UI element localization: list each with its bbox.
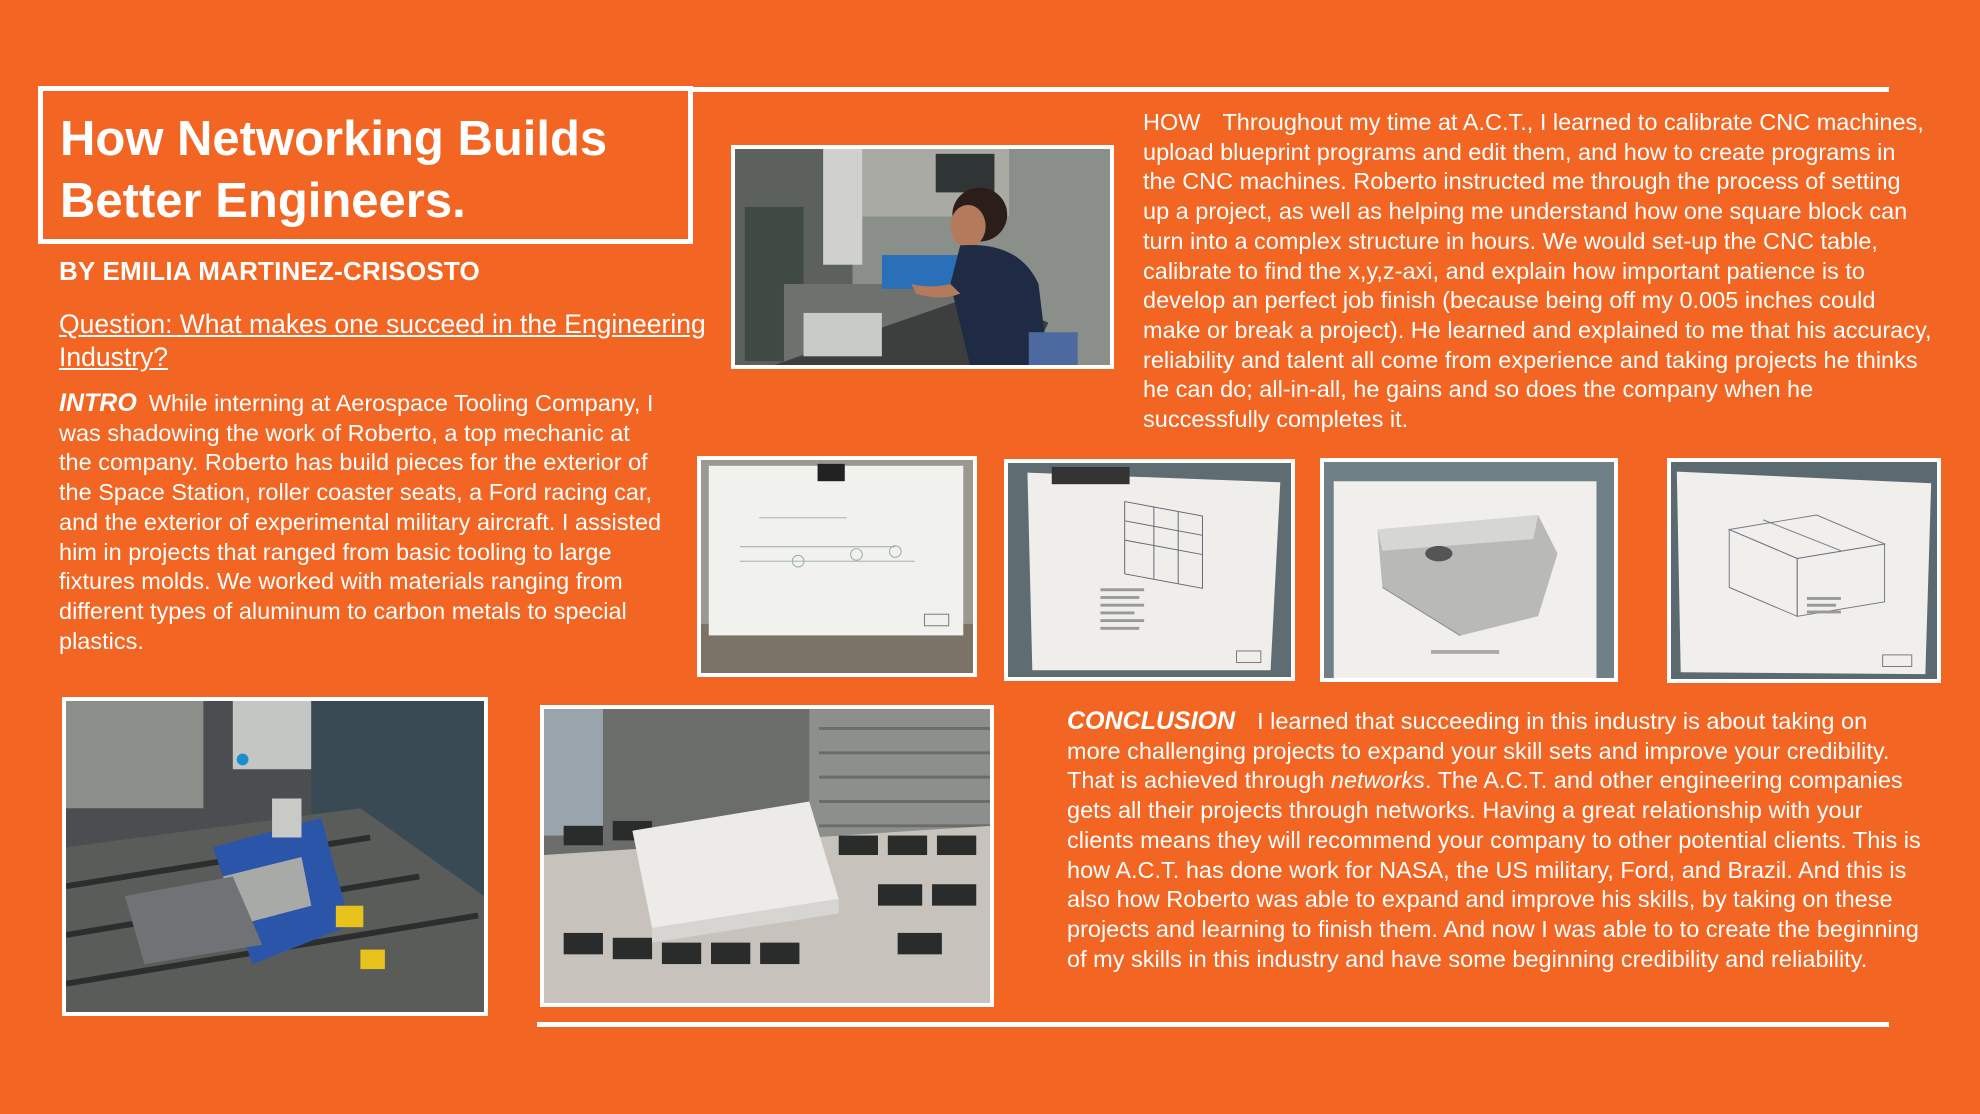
photo-blueprint-4 (1667, 458, 1941, 683)
intro-text: While interning at Aerospace Tooling Company, I was shadowing the work of Roberto, a top mechanic at the company. Roberto has build pieces for the exterior of the Space Station, roller coaster seats, a Ford racing car, and the exterior of experimental military aircraft. I assisted him in projects that ranged from basic tooling to large fixtures molds. We worked with materials ranging from different types of aluminum to carbon metals to special plastics. (59, 390, 662, 654)
bottom-rule (537, 1022, 1889, 1027)
top-rule (693, 87, 1889, 92)
research-question: Question: What makes one succeed in the Engineering Industry? (59, 309, 706, 372)
intro-heading: INTRO (59, 389, 137, 417)
photo-cnc-vise-table (62, 697, 488, 1016)
conclusion-paragraph (1067, 707, 1927, 974)
photo-blueprint-1 (697, 456, 977, 677)
photo-student-at-cnc-machine (731, 145, 1114, 369)
author-byline: BY EMILIA MARTINEZ-CRISOSTO (59, 256, 480, 286)
how-text: Throughout my time at A.C.T., I learned to calibrate CNC machines, upload blueprint programs and edit them, and how to create programs in the CNC machines. Roberto instructed me through the process of setting up a project, as well as helping me understand how one square block can turn into a complex structure in hours. We would set-up the CNC table, calibrate to find the x,y,z-axi, and explain how important patience is to develop an perfect job finish (because being off my 0.005 inches could make or break a project). He learned and explained to me that his accuracy, reliability and talent all come from experience and taking projects he thinks he can do; all-in-all, he gains and so does the company when he successfully completes it. (1143, 109, 1932, 433)
conclusion-emphasis: networks (1330, 767, 1425, 794)
conclusion-text-before: I learned that succeeding in this industry is about taking on more challenging projects to expand your skill sets and improve your credibility. That is achieved through (1067, 708, 1890, 794)
photo-blueprint-3 (1320, 458, 1618, 682)
conclusion-heading: CONCLUSION (1067, 707, 1236, 735)
intro-paragraph (59, 389, 669, 656)
photo-white-plastic-block (540, 705, 994, 1007)
poster-title: How Networking Builds Better Engineers. (60, 112, 608, 228)
photo-blueprint-2 (1004, 459, 1295, 681)
how-paragraph (1143, 108, 1933, 435)
how-heading: HOW (1143, 109, 1201, 135)
conclusion-text-after: . The A.C.T. and other engineering companies gets all their projects through networks. Having a great relationship with your clients means they will recommend your company to other potential clients. This is how A.C.T. has done work for NASA, the US military, Ford, and Brazil. And this is also how Roberto was able to expand and improve his skills, by taking on these projects and learning to finish them. And now I was able to to create the beginning of my skills in this industry and have some beginning credibility and reliability. (1067, 767, 1921, 972)
